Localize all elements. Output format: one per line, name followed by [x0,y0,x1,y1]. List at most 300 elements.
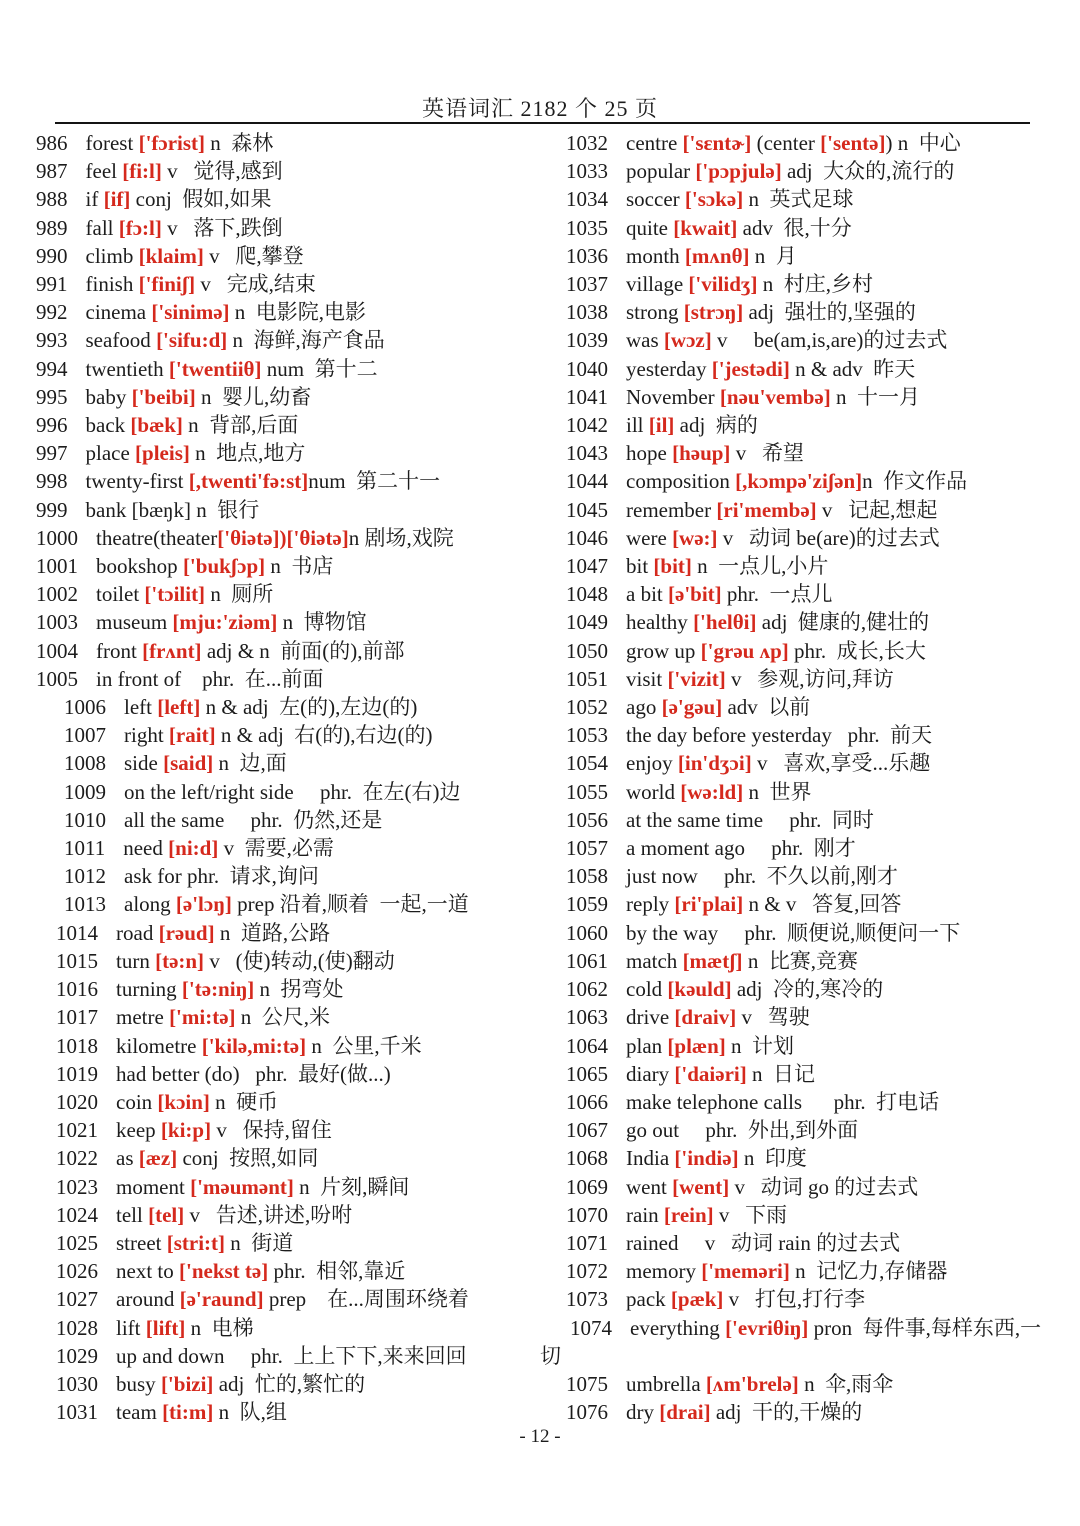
vocab-entry [540,1032,1060,1060]
entry-text: v 保持,留住 [211,1118,332,1143]
entry-text: adj 大众的,流行的 [781,159,955,184]
entry-text: v 告述,讲述,吩咐 [184,1202,353,1227]
entry-number: 1059 [566,892,608,917]
entry-number: 1023 [56,1174,98,1199]
entry-number: 1062 [566,977,608,1002]
entry-text: n 剧场,戏院 [348,525,454,550]
entry-text: pack [626,1287,671,1312]
entry-text: by the way phr. 顺便说,顺便问一下 [626,920,961,945]
entry-phonetic: [ti:m] [162,1400,214,1425]
entry-text: v 喜欢,享受...乐趣 [751,751,931,776]
entry-text: side [124,751,164,776]
vocab-entry [540,355,1060,383]
entry-text: v 参观,访问,拜访 [725,666,894,691]
entry-text: v 爬,攀登 [203,243,304,268]
entry-number: 1064 [566,1033,608,1058]
entry-number: 1061 [566,948,608,973]
entry-text: v 动词 be(are)的过去式 [717,525,940,550]
vocab-entry [540,524,1060,552]
entry-phonetic: ['θiətə])['θiətə] [217,525,349,550]
vocab-entry [540,862,1060,890]
vocab-entry [540,270,1060,298]
vocab-entry [30,1116,540,1144]
entry-phonetic: [draiv] [674,1005,737,1030]
entry-text: cinema [85,300,152,325]
entry-number: 1012 [64,864,106,889]
vocab-entry [540,580,1060,608]
entry-phonetic: [fi:l] [122,159,162,184]
entry-text: v 下雨 [713,1202,788,1227]
entry-number: 1044 [566,469,608,494]
vocab-entry [30,185,540,213]
entry-phonetic: [klaim] [138,243,204,268]
vocab-entry [30,129,540,157]
entry-text: front [96,638,143,663]
vocab-entry [30,975,540,1003]
entry-text: drive [626,1005,675,1030]
entry-text: n 印度 [738,1146,807,1171]
entry-number: 1065 [566,1061,608,1086]
entry-number: 1032 [566,131,608,155]
entry-number: 1026 [56,1259,98,1284]
entry-number: 1038 [566,300,608,325]
entry-number: 1056 [566,807,608,832]
entry-phonetic: [tel] [148,1202,185,1227]
entry-text: conj 按照,如同 [177,1146,319,1171]
entry-phonetic: [in'dʒɔi] [677,751,752,776]
entry-phonetic: [rəud] [158,920,215,945]
entry-phonetic: [ki:p] [160,1118,212,1143]
entry-text: back [85,413,131,438]
entry-phonetic: [ə'bit] [668,582,722,607]
entry-number: 1035 [566,215,608,240]
entry-phonetic: [il] [648,413,675,438]
entry-phonetic: [fɔ:l] [118,215,162,240]
vocab-entry [30,467,540,495]
vocab-entry [30,580,540,608]
entry-text: as [116,1146,139,1171]
entry-text: adj 病的 [674,413,758,438]
entry-number: 1072 [566,1259,608,1284]
vocab-entry [30,1003,540,1031]
entry-text: n 森林 [205,131,274,155]
vocab-entry [30,1173,540,1201]
entry-text: yesterday [626,356,712,381]
entry-number: 1060 [566,920,608,945]
entry-text: museum [96,610,173,635]
vocab-entry [540,834,1060,862]
vocab-entry [540,1229,1060,1257]
entry-phonetic: ['tɔilit] [144,582,206,607]
entry-phonetic: [,twenti'fə:st] [188,469,309,494]
entry-number: 1055 [566,779,608,804]
entry-text: n 厕所 [205,582,274,607]
entry-phonetic: [,kɔmpə'ziʃən] [735,469,863,494]
entry-number: 1000 [36,525,78,550]
vocab-entry [540,439,1060,467]
entry-number: 1013 [64,892,106,917]
vocab-entry [30,214,540,242]
entry-number: 1028 [56,1315,98,1340]
entry-text: remember [626,497,717,522]
entry-text: baby [85,384,132,409]
vocab-entry [540,890,1060,918]
vocab-entry [30,1060,540,1088]
entry-number: 1069 [566,1174,608,1199]
entry-text: a bit [626,582,668,607]
entry-text: adj & n 前面(的),前部 [201,638,405,663]
entry-phonetic: ['beibi] [131,384,196,409]
entry-phonetic: ['kilə,mi:tə] [201,1033,307,1058]
entry-text: tell [116,1202,149,1227]
entry-phonetic: [stri:t] [166,1230,226,1255]
entry-phonetic: [ə'raund] [179,1287,264,1312]
entry-number: 987 [36,159,68,184]
entry-text: theatre(theater [96,525,218,550]
entry-text: plan [626,1033,668,1058]
vocab-entry [540,1144,1060,1172]
vocab-entry [30,1314,540,1342]
entry-phonetic: [said] [163,751,214,776]
entry-text: prep 在...周围环绕着 [263,1287,469,1312]
entry-number: 1048 [566,582,608,607]
entry-text: match [626,948,683,973]
vocab-entry [30,947,540,975]
entry-text: pron 每件事,每样东西,一切 [540,1315,1042,1368]
vocab-entry [540,1173,1060,1201]
entry-number: 998 [36,469,68,494]
entry-phonetic: ['pɔpjulə] [695,159,782,184]
vocab-entry [30,411,540,439]
entry-text: twentieth [85,356,169,381]
entry-phonetic: [æz] [138,1146,178,1171]
entry-phonetic: [frʌnt] [142,638,202,663]
entry-phonetic: [wə:] [672,525,718,550]
entry-text: ask for phr. 请求,询问 [124,864,319,889]
entry-phonetic: ['mi:tə] [169,1005,236,1030]
entry-text: adj 健康的,健壮的 [756,610,930,635]
entry-number: 1004 [36,638,78,663]
vocab-entry [30,890,540,918]
entry-text: climb [85,243,139,268]
vocab-entry [540,721,1060,749]
entry-text: November [626,384,720,409]
entry-phonetic: [went] [672,1174,730,1199]
entry-number: 994 [36,356,68,381]
entry-number: 1002 [36,582,78,607]
entry-text: had better (do) phr. 最好(做...) [116,1061,391,1086]
entry-phonetic: ['grəu ʌp] [700,638,789,663]
entry-number: 1067 [566,1118,608,1143]
vocab-entry [540,1370,1060,1398]
vocab-entry [540,608,1060,636]
entry-text: prep 沿着,顺着 一起,一道 [231,892,469,917]
entry-text: just now phr. 不久以前,刚才 [626,864,898,889]
entry-text: moment [116,1174,191,1199]
entry-phonetic: [həup] [672,441,731,466]
vocab-entry [30,862,540,890]
vocab-entry [540,552,1060,580]
entry-text: quite [626,215,674,240]
entry-text: enjoy [626,751,678,776]
entry-text: v 落下,跌倒 [161,215,283,240]
vocab-entry [540,242,1060,270]
entry-phonetic: [pleis] [135,441,190,466]
entry-text: n 道路,公路 [214,920,331,945]
vocab-entry [30,552,540,580]
entry-text: v be(am,is,are)的过去式 [711,328,948,353]
entry-text: n 世界 [743,779,812,804]
vocab-entry [30,778,540,806]
vocab-entry [30,1201,540,1229]
entry-text: adj 强壮的,坚强的 [743,300,916,325]
entry-text: feel [85,159,123,184]
entry-number: 1043 [566,441,608,466]
entry-number: 1020 [56,1089,98,1114]
entry-number: 1009 [64,779,106,804]
entry-text: grow up [626,638,701,663]
vocab-entry [540,749,1060,777]
entry-phonetic: ['helθi] [693,610,757,635]
vocab-entry [540,1398,1060,1426]
entry-phonetic: [bit] [653,554,692,579]
entry-text: v 动词 go 的过去式 [729,1174,919,1199]
entry-text: v (使)转动,(使)翻动 [204,948,395,973]
entry-text: coin [116,1089,158,1114]
entry-text: make telephone calls phr. 打电话 [626,1089,940,1114]
vocab-entry [30,1285,540,1313]
entry-number: 1046 [566,525,608,550]
entry-text: n 边,面 [213,751,287,776]
entry-number: 1071 [566,1230,608,1255]
vocab-entry [30,1342,540,1370]
entry-phonetic: [pæk] [670,1287,724,1312]
entry-phonetic: [kəuld] [667,977,732,1002]
entry-text: reply [626,892,675,917]
entry-text: centre [626,131,683,155]
vocab-entry [540,693,1060,721]
entry-phonetic: [ʌm'brelə] [705,1371,799,1396]
entry-number: 1070 [566,1202,608,1227]
vocab-entry [30,242,540,270]
vocab-entry [540,1257,1060,1285]
entry-phonetic: ['sentə] [820,131,886,155]
entry-number: 1005 [36,666,78,691]
vocab-entry [30,834,540,862]
entry-number: 1075 [566,1371,608,1396]
vocab-entry [30,1088,540,1116]
entry-text: all the same phr. 仍然,还是 [124,807,383,832]
vocab-entry [540,298,1060,326]
vocab-entry [30,919,540,947]
vocab-entry [30,496,540,524]
vocab-entry [540,214,1060,242]
entry-text: hope [626,441,673,466]
entry-phonetic: ['finiʃ] [138,272,196,297]
header-divider-line [55,122,1030,124]
entry-number: 993 [36,328,68,353]
entry-number: 1014 [56,920,98,945]
entry-phonetic: [ə'gəu] [661,695,723,720]
entry-text: need [123,836,169,861]
entry-text: twenty-first [85,469,189,494]
entry-text: n & adv 昨天 [789,356,916,381]
entry-text: finish [85,272,139,297]
entry-text: n 公里,千米 [306,1033,422,1058]
entry-number: 1054 [566,751,608,776]
entry-text: n 电梯 [185,1315,254,1340]
entry-text: bank [bæŋk] n 银行 [85,497,260,522]
entry-phonetic: [lift] [145,1315,186,1340]
vocab-entry [30,157,540,185]
entry-number: 1039 [566,328,608,353]
entry-text: v 记起,想起 [816,497,938,522]
entry-number: 1037 [566,272,608,297]
vocab-entry [540,1314,1060,1370]
entry-text: road [116,920,159,945]
entry-text: num 第十二 [261,356,378,381]
entry-text: left [124,695,158,720]
entry-number: 999 [36,497,68,522]
entry-text: n 比赛,竞赛 [742,948,859,973]
entry-number: 1068 [566,1146,608,1171]
entry-number: 990 [36,243,68,268]
entry-text: everything [630,1315,726,1340]
vocab-entry [30,270,540,298]
entry-text: ) n 中心 [885,131,961,155]
vocab-entry [30,355,540,383]
entry-text: num 第二十一 [308,469,441,494]
entry-number: 1057 [566,836,608,861]
entry-text: phr. 相邻,靠近 [268,1259,406,1284]
entry-number: 1066 [566,1089,608,1114]
entry-text: a moment ago phr. 刚才 [626,836,856,861]
entry-phonetic: ['nekst tə] [179,1259,269,1284]
entry-text: month [626,243,685,268]
entry-text: rained v 动词 rain 的过去式 [626,1230,901,1255]
entry-text: adv 很,十分 [737,215,852,240]
entry-text: around [116,1287,180,1312]
entry-text: composition [626,469,736,494]
entry-phonetic: ['vizit] [667,666,726,691]
entry-number: 1018 [56,1033,98,1058]
entry-text: village [626,272,689,297]
entry-number: 1003 [36,610,78,635]
entry-text: along [124,892,176,917]
vocab-entry [30,721,540,749]
entry-text: adj 干的,干燥的 [710,1400,863,1425]
vocab-entry [540,975,1060,1003]
entry-text: lift [116,1315,146,1340]
entry-number: 1010 [64,807,106,832]
entry-number: 1045 [566,497,608,522]
entry-text: world [626,779,681,804]
entry-phonetic: ['fɔrist] [138,131,206,155]
vocab-entry [30,1229,540,1257]
page-title: 英语词汇 2182 个 25 页 [421,96,658,121]
entry-text: turning [116,977,182,1002]
entry-phonetic: [left] [157,695,201,720]
entry-text: n 村庄,乡村 [757,272,874,297]
entry-number: 1025 [56,1230,98,1255]
entry-text: team [116,1400,163,1425]
entry-phonetic: [mʌnθ] [684,243,750,268]
entry-number: 997 [36,441,68,466]
entry-text: place [85,441,136,466]
entry-text: n 婴儿,幼畜 [195,384,312,409]
entry-text: n 日记 [746,1061,815,1086]
vocab-entry [540,806,1060,834]
vocab-entry [540,665,1060,693]
entry-phonetic: [bæk] [130,413,183,438]
entry-number: 996 [36,413,68,438]
entry-number: 986 [36,131,68,155]
vocab-entry [540,326,1060,354]
entry-number: 992 [36,300,68,325]
entry-number: 1006 [64,695,106,720]
entry-number: 1053 [566,723,608,748]
vocab-entry [540,1088,1060,1116]
vocab-entry [540,919,1060,947]
entry-phonetic: [plæn] [667,1033,726,1058]
entry-text: strong [626,300,684,325]
vocab-entry [540,1201,1060,1229]
entry-text: phr. 一点儿 [721,582,833,607]
vocab-entry [30,326,540,354]
entry-text: n 硬币 [209,1089,279,1114]
entry-text: n 拐弯处 [254,977,344,1002]
vocab-entry [540,383,1060,411]
entry-text: up and down phr. 上上下下,来来回回 [116,1343,467,1368]
entry-phonetic: [wɔz] [663,328,712,353]
entry-text: n 队,组 [213,1400,287,1425]
entry-number: 1017 [56,1005,98,1030]
vocab-entry [540,1285,1060,1313]
entry-number: 1074 [570,1315,612,1340]
entry-text: n 英式足球 [743,187,854,212]
entry-number: 1036 [566,243,608,268]
entry-text: n 作文作品 [862,469,968,494]
entry-phonetic: [strɔŋ] [683,300,744,325]
entry-text: v 需要,必需 [218,836,334,861]
entry-text: n 博物馆 [277,610,367,635]
entry-phonetic: [kɔin] [157,1089,210,1114]
vocab-entry [540,157,1060,185]
entry-phonetic: [drai] [659,1400,711,1425]
entry-text: v 完成,结束 [195,272,316,297]
entry-number: 1031 [56,1400,98,1425]
entry-phonetic: [ə'lɔŋ] [175,892,232,917]
entry-text: went [626,1174,673,1199]
entry-text: n & adj 左(的),左边(的) [200,695,418,720]
entry-text: street [116,1230,167,1255]
entry-text: ago [626,695,662,720]
entry-number: 1049 [566,610,608,635]
entry-phonetic: [ni:d] [168,836,219,861]
vocab-entry [540,185,1060,213]
entry-text: v 打包,打行李 [723,1287,866,1312]
entry-phonetic: ['sɛntɚ] [682,131,752,155]
entry-phonetic: [wə:ld] [680,779,744,804]
entry-number: 1047 [566,554,608,579]
entry-text: ill [626,413,649,438]
entry-text: v 觉得,感到 [161,159,283,184]
entry-number: 989 [36,215,68,240]
vocab-entry [540,637,1060,665]
vocab-entry [30,1370,540,1398]
entry-text: at the same time phr. 同时 [626,807,874,832]
entry-phonetic: ['meməri] [701,1259,790,1284]
